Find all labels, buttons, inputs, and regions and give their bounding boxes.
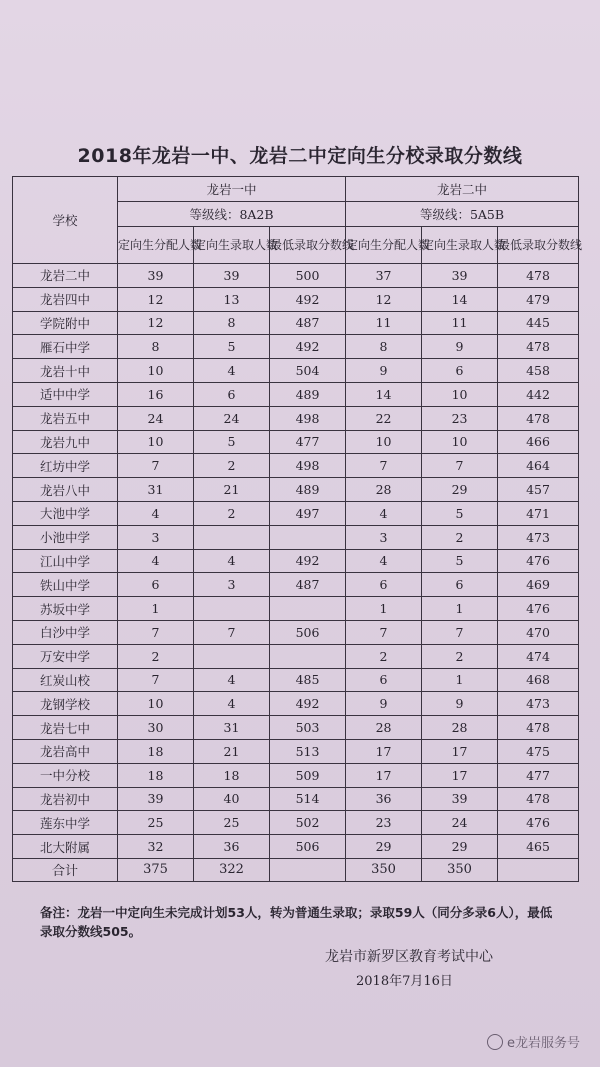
cell-minscore-2: 469	[498, 573, 579, 597]
cell-minscore-2: 457	[498, 478, 579, 502]
cell-admitted-2: 29	[422, 478, 498, 502]
cell-allocated-1: 1	[118, 597, 194, 621]
cell-minscore-1: 497	[270, 501, 346, 525]
table-row	[13, 264, 579, 288]
table-row	[13, 692, 579, 716]
footnote: 备注：龙岩一中定向生未完成计划53人，转为普通生录取；录取59人（同分多录6人），最低录取分数线505。	[40, 905, 553, 939]
cell-admitted-1: 21	[194, 478, 270, 502]
total-cell: 375	[118, 858, 194, 881]
cell-minscore-1: 485	[270, 668, 346, 692]
total-label: 合计	[13, 858, 118, 881]
watermark	[487, 1032, 580, 1051]
header-school: 学校	[13, 177, 118, 264]
cell-allocated-1: 32	[118, 835, 194, 859]
cell-admitted-1: 3	[194, 573, 270, 597]
cell-school: 红炭山校	[13, 668, 118, 692]
table-row	[13, 811, 579, 835]
table-row	[13, 644, 579, 668]
cell-minscore-2: 478	[498, 716, 579, 740]
cell-minscore-1	[270, 644, 346, 668]
table-row	[13, 478, 579, 502]
cell-allocated-2: 11	[346, 311, 422, 335]
cell-allocated-1: 2	[118, 644, 194, 668]
cell-admitted-2: 23	[422, 406, 498, 430]
header-group-1: 龙岩一中	[118, 177, 346, 202]
cell-school: 龙岩七中	[13, 716, 118, 740]
cell-admitted-2: 17	[422, 739, 498, 763]
cell-admitted-1	[194, 525, 270, 549]
admission-table	[12, 176, 583, 882]
cell-allocated-2: 1	[346, 597, 422, 621]
cell-minscore-2: 478	[498, 787, 579, 811]
cell-allocated-2: 22	[346, 406, 422, 430]
cell-admitted-1: 7	[194, 620, 270, 644]
cell-admitted-1: 5	[194, 335, 270, 359]
cell-admitted-2: 5	[422, 501, 498, 525]
cell-minscore-1: 500	[270, 264, 346, 288]
table-row	[13, 525, 579, 549]
cell-allocated-2: 7	[346, 454, 422, 478]
cell-admitted-2: 7	[422, 620, 498, 644]
cell-allocated-2: 10	[346, 430, 422, 454]
cell-minscore-1: 487	[270, 573, 346, 597]
cell-school: 一中分校	[13, 763, 118, 787]
total-cell: 350	[422, 858, 498, 881]
cell-minscore-2: 476	[498, 597, 579, 621]
cell-minscore-1: 498	[270, 406, 346, 430]
cell-minscore-1: 506	[270, 620, 346, 644]
cell-minscore-1: 498	[270, 454, 346, 478]
table-row	[13, 597, 579, 621]
table-row	[13, 835, 579, 859]
cell-allocated-2: 6	[346, 668, 422, 692]
cell-minscore-1: 492	[270, 549, 346, 573]
cell-school: 铁山中学	[13, 573, 118, 597]
cell-allocated-1: 10	[118, 692, 194, 716]
cell-admitted-2: 10	[422, 430, 498, 454]
cell-admitted-1: 6	[194, 382, 270, 406]
cell-minscore-1	[270, 525, 346, 549]
cell-allocated-1: 31	[118, 478, 194, 502]
cell-allocated-1: 7	[118, 668, 194, 692]
cell-minscore-2: 478	[498, 335, 579, 359]
cell-minscore-2: 471	[498, 501, 579, 525]
cell-minscore-2: 445	[498, 311, 579, 335]
table-row	[13, 287, 579, 311]
cell-admitted-1: 21	[194, 739, 270, 763]
cell-allocated-1: 24	[118, 406, 194, 430]
table-row	[13, 501, 579, 525]
cell-minscore-2: 477	[498, 763, 579, 787]
cell-admitted-1: 18	[194, 763, 270, 787]
cell-admitted-2: 10	[422, 382, 498, 406]
cell-allocated-2: 28	[346, 478, 422, 502]
cell-minscore-1: 487	[270, 311, 346, 335]
cell-allocated-1: 4	[118, 549, 194, 573]
cell-admitted-2: 2	[422, 644, 498, 668]
header-group-2: 龙岩二中	[346, 177, 579, 202]
cell-allocated-2: 29	[346, 835, 422, 859]
cell-admitted-2: 2	[422, 525, 498, 549]
issue-date: 2018年7月16日	[356, 974, 453, 989]
table-row	[13, 335, 579, 359]
watermark-text: e龙岩服务号	[507, 1036, 580, 1051]
subcol-allocated-2: 定向生分配人数	[346, 227, 422, 264]
cell-school: 北大附属	[13, 835, 118, 859]
cell-allocated-2: 9	[346, 359, 422, 383]
cell-minscore-1: 506	[270, 835, 346, 859]
cell-school: 龙岩初中	[13, 787, 118, 811]
cell-allocated-2: 8	[346, 335, 422, 359]
cell-admitted-1: 5	[194, 430, 270, 454]
cell-allocated-1: 10	[118, 359, 194, 383]
subcol-admitted-1: 定向生录取人数	[194, 227, 270, 264]
cell-minscore-1: 502	[270, 811, 346, 835]
table-row	[13, 430, 579, 454]
cell-allocated-1: 3	[118, 525, 194, 549]
cell-allocated-2: 7	[346, 620, 422, 644]
cell-admitted-2: 11	[422, 311, 498, 335]
subcol-minscore-1: 最低录取分数线	[270, 227, 346, 264]
cell-allocated-1: 10	[118, 430, 194, 454]
cell-allocated-2: 17	[346, 739, 422, 763]
cell-school: 学院附中	[13, 311, 118, 335]
cell-allocated-2: 3	[346, 525, 422, 549]
cell-minscore-1: 504	[270, 359, 346, 383]
cell-allocated-2: 36	[346, 787, 422, 811]
cell-school: 雁石中学	[13, 335, 118, 359]
cell-admitted-1	[194, 597, 270, 621]
total-cell	[270, 858, 346, 881]
cell-school: 龙岩二中	[13, 264, 118, 288]
cell-school: 适中中学	[13, 382, 118, 406]
cell-admitted-1: 4	[194, 549, 270, 573]
cell-admitted-1: 13	[194, 287, 270, 311]
cell-allocated-1: 18	[118, 739, 194, 763]
cell-allocated-1: 6	[118, 573, 194, 597]
cell-minscore-1: 492	[270, 335, 346, 359]
cell-minscore-2: 465	[498, 835, 579, 859]
cell-admitted-1: 25	[194, 811, 270, 835]
cell-allocated-2: 14	[346, 382, 422, 406]
cell-minscore-2: 470	[498, 620, 579, 644]
cell-admitted-1: 39	[194, 264, 270, 288]
cell-minscore-1: 514	[270, 787, 346, 811]
cell-minscore-1	[270, 597, 346, 621]
cell-allocated-2: 17	[346, 763, 422, 787]
cell-school: 苏坂中学	[13, 597, 118, 621]
wechat-icon	[487, 1034, 503, 1050]
cell-minscore-1: 509	[270, 763, 346, 787]
total-cell: 350	[346, 858, 422, 881]
cell-allocated-1: 12	[118, 287, 194, 311]
table-row	[13, 668, 579, 692]
table-row	[13, 359, 579, 383]
subcol-minscore-2: 最低录取分数线	[498, 227, 579, 264]
cell-school: 红坊中学	[13, 454, 118, 478]
table-row	[13, 763, 579, 787]
cell-school: 莲东中学	[13, 811, 118, 835]
subcol-admitted-2: 定向生录取人数	[422, 227, 498, 264]
cell-admitted-2: 9	[422, 692, 498, 716]
cell-minscore-2: 478	[498, 406, 579, 430]
cell-school: 龙岩四中	[13, 287, 118, 311]
cell-school: 江山中学	[13, 549, 118, 573]
cell-allocated-1: 8	[118, 335, 194, 359]
cell-minscore-2: 474	[498, 644, 579, 668]
cell-school: 龙岩十中	[13, 359, 118, 383]
cell-allocated-1: 39	[118, 787, 194, 811]
cell-minscore-2: 473	[498, 525, 579, 549]
cell-admitted-2: 6	[422, 573, 498, 597]
cell-admitted-2: 1	[422, 668, 498, 692]
cell-minscore-2: 476	[498, 549, 579, 573]
table-row	[13, 620, 579, 644]
cell-minscore-2: 476	[498, 811, 579, 835]
cell-allocated-2: 12	[346, 287, 422, 311]
cell-allocated-2: 4	[346, 501, 422, 525]
cell-admitted-2: 24	[422, 811, 498, 835]
cell-minscore-2: 478	[498, 264, 579, 288]
cell-minscore-1: 492	[270, 692, 346, 716]
cell-allocated-1: 39	[118, 264, 194, 288]
cell-minscore-2: 464	[498, 454, 579, 478]
total-cell: 322	[194, 858, 270, 881]
cell-school: 白沙中学	[13, 620, 118, 644]
cell-school: 万安中学	[13, 644, 118, 668]
cell-minscore-2: 458	[498, 359, 579, 383]
cell-minscore-1: 503	[270, 716, 346, 740]
cell-minscore-2: 475	[498, 739, 579, 763]
cell-admitted-2: 9	[422, 335, 498, 359]
table-row	[13, 716, 579, 740]
cell-minscore-1: 489	[270, 382, 346, 406]
cell-minscore-2: 466	[498, 430, 579, 454]
cell-admitted-2: 29	[422, 835, 498, 859]
cell-admitted-1: 4	[194, 668, 270, 692]
cell-allocated-1: 16	[118, 382, 194, 406]
cell-minscore-2: 442	[498, 382, 579, 406]
cell-admitted-2: 28	[422, 716, 498, 740]
page-title: 2018年龙岩一中、龙岩二中定向生分校录取分数线	[77, 145, 523, 167]
cell-school: 大池中学	[13, 501, 118, 525]
table-row	[13, 382, 579, 406]
cell-school: 龙岩八中	[13, 478, 118, 502]
cell-allocated-1: 7	[118, 620, 194, 644]
table-row	[13, 454, 579, 478]
cell-allocated-1: 7	[118, 454, 194, 478]
cell-school: 龙岩九中	[13, 430, 118, 454]
cell-admitted-1: 40	[194, 787, 270, 811]
cell-allocated-2: 2	[346, 644, 422, 668]
cell-admitted-1: 31	[194, 716, 270, 740]
total-cell	[498, 858, 579, 881]
cell-admitted-1: 2	[194, 454, 270, 478]
cell-admitted-1: 8	[194, 311, 270, 335]
cell-school: 龙钢学校	[13, 692, 118, 716]
cell-minscore-1: 477	[270, 430, 346, 454]
cell-minscore-1: 513	[270, 739, 346, 763]
cell-allocated-2: 37	[346, 264, 422, 288]
cell-admitted-1: 4	[194, 692, 270, 716]
cell-admitted-2: 1	[422, 597, 498, 621]
cell-minscore-2: 473	[498, 692, 579, 716]
table-row	[13, 549, 579, 573]
table-row	[13, 406, 579, 430]
cell-admitted-2: 39	[422, 264, 498, 288]
total-row	[13, 858, 579, 881]
cell-allocated-2: 9	[346, 692, 422, 716]
cell-allocated-1: 18	[118, 763, 194, 787]
cell-admitted-2: 6	[422, 359, 498, 383]
cell-admitted-1: 2	[194, 501, 270, 525]
issuer: 龙岩市新罗区教育考试中心	[325, 949, 493, 965]
subcol-allocated-1: 定向生分配人数	[118, 227, 194, 264]
cell-admitted-2: 17	[422, 763, 498, 787]
cell-school: 小池中学	[13, 525, 118, 549]
cell-allocated-1: 4	[118, 501, 194, 525]
cell-admitted-2: 14	[422, 287, 498, 311]
cell-minscore-1: 489	[270, 478, 346, 502]
cell-admitted-1: 36	[194, 835, 270, 859]
cell-allocated-2: 28	[346, 716, 422, 740]
cell-minscore-2: 468	[498, 668, 579, 692]
cell-admitted-1: 4	[194, 359, 270, 383]
cell-allocated-2: 4	[346, 549, 422, 573]
cell-allocated-1: 12	[118, 311, 194, 335]
cell-admitted-1	[194, 644, 270, 668]
cell-allocated-1: 30	[118, 716, 194, 740]
table-row	[13, 787, 579, 811]
cell-admitted-1: 24	[194, 406, 270, 430]
header-level-2: 等级线：5A5B	[346, 202, 579, 227]
cell-allocated-1: 25	[118, 811, 194, 835]
cell-admitted-2: 7	[422, 454, 498, 478]
cell-school: 龙岩五中	[13, 406, 118, 430]
cell-minscore-1: 492	[270, 287, 346, 311]
cell-allocated-2: 23	[346, 811, 422, 835]
table-row	[13, 311, 579, 335]
cell-school: 龙岩高中	[13, 739, 118, 763]
table-row	[13, 739, 579, 763]
header-level-1: 等级线：8A2B	[118, 202, 346, 227]
cell-admitted-2: 39	[422, 787, 498, 811]
cell-admitted-2: 5	[422, 549, 498, 573]
header-row-groups	[13, 177, 579, 202]
table-row	[13, 573, 579, 597]
cell-allocated-2: 6	[346, 573, 422, 597]
cell-minscore-2: 479	[498, 287, 579, 311]
